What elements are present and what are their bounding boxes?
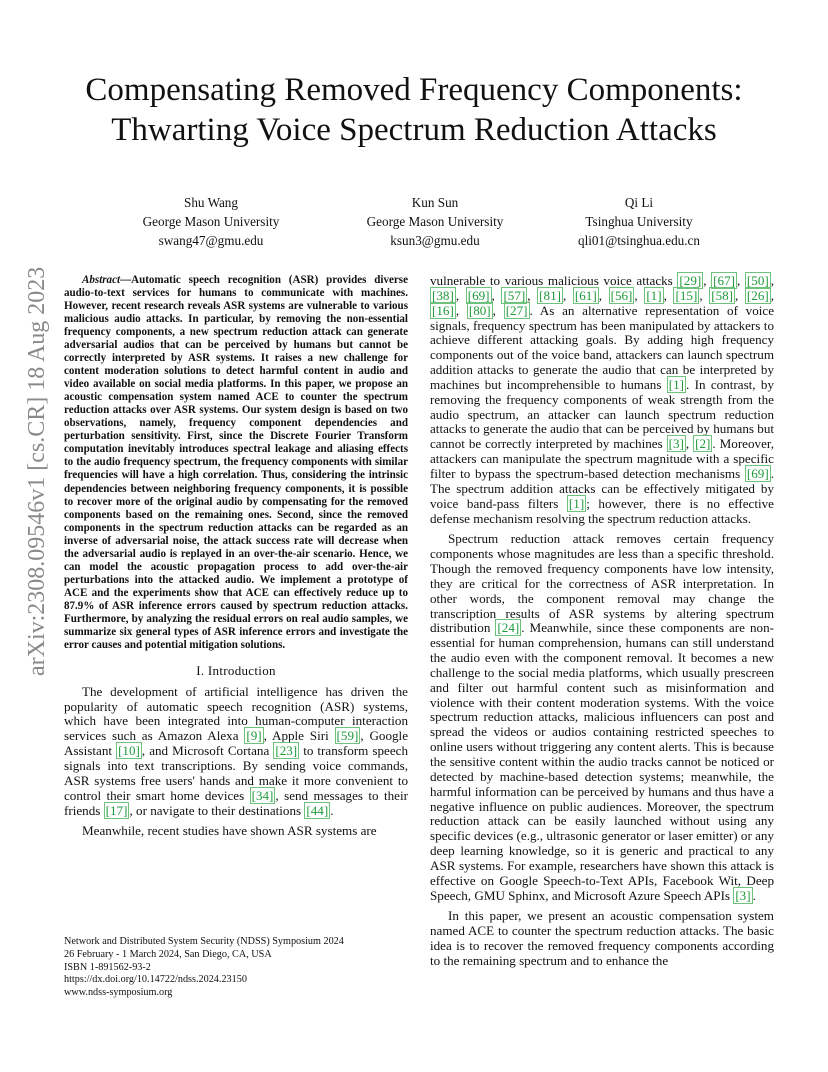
title-line-2: Thwarting Voice Spectrum Reduction Attacks [111,112,717,148]
title-line-1: Compensating Removed Frequency Components: [85,72,743,108]
citation-link[interactable]: [44] [306,802,329,818]
citation-link[interactable]: [38] [432,287,454,303]
author-email: swang47@gmu.edu [158,233,264,248]
citation-link[interactable]: [67] [713,273,735,288]
citation-link[interactable]: [27] [505,302,528,318]
intro-paragraph-1: The development of artificial intelligence has driven the popularity of automatic speech recognition (ASR) systems, which have been integrated into human-computer interaction services such as Amazon Alexa [9] , Apple Siri [59] , Google Assistant [10] , and Microsoft Cortana [23] to transform speech signals into text transcriptions. By sending voice commands, ASR systems free users' hands and make it more convenient to control their smart home devices [34] , send messages to their friends [17] , or navigate to their destinations [44] . [64,683,409,818]
citation-link[interactable]: [3] [735,887,751,903]
citation-link[interactable]: [15] [675,287,698,303]
citation-link[interactable]: [10] [118,743,140,759]
citation-link[interactable]: [56] [610,287,633,303]
citation-link[interactable]: [34] [251,787,274,803]
left-column [64,274,408,839]
citation-link[interactable]: [26] [746,287,769,303]
author-2 [325,193,545,250]
footnote-line: Network and Distributed System Security (NDSS) Symposium 2024 [64,936,344,947]
citation-link[interactable]: [81] [539,287,561,303]
citation-list: [29] , [67] , [50] , [38] , [69] , [57] , [81] , [61] , [56] , [1] , [15] , [58] , [26] , [16] , [80] , [27] [432,273,775,318]
author-affiliation: George Mason University [366,214,504,229]
citation-link[interactable]: [3] [668,436,684,452]
citation-link[interactable]: [2] [695,436,711,452]
abstract-label: Abstract [82,274,121,286]
citation-link[interactable]: [59] [336,728,359,744]
intro-paragraph-2: Meanwhile, recent studies have shown ASR systems are [82,823,377,839]
abstract [64,274,408,652]
citation-link[interactable]: [50] [746,273,769,288]
citation-link[interactable]: [57] [503,287,526,303]
citation-link[interactable]: [58] [711,287,734,303]
citation-link[interactable]: [1] [568,495,585,511]
author-email: ksun3@gmu.edu [390,233,480,248]
arxiv-stamp: arXiv:2308.09546v1 [cs.CR] 18 Aug 2023 [24,266,50,676]
author-affiliation: Tsinghua University [585,214,693,229]
footnote-line: 26 February - 1 March 2024, San Diego, CA, USA [64,948,272,960]
abstract-text: —Automatic speech recognition (ASR) provides diverse audio-to-text services for humans to communicate with machines. However, recent research reveals ASR systems are vulnerable to various malicious audio attacks. In particular, by removing the non-essential frequency components, a new spectrum reduction attack can generate adversarial audios that can be perceived by humans but cannot be correctly interpreted by ASR systems. It raises a new challenge for content moderation solutions to detect harmful content in audio and video available on social media platforms. In this paper, we propose an acoustic compensation system named ACE to counter the spectrum reduction attacks over ASR systems. Our system design is based on two observations, namely, frequency component dependencies and perturbation sensitivity. First, since the Discrete Fourier Transform computation inevitably introduces spectral leakage and aliasing effects to the audio frequency spectrum, the frequency components with similar frequencies will have a high correlation. Thus, considering the intrinsic dependencies between neighboring frequency components, it is possible to recover more of the original audio by compensating for the removed components based on the remaining ones. Second, since the removed components in the spectrum reduction attacks can be regarded as an inverse of adversarial noise, the attack success rate will decrease when the adversarial audio is replayed in an over-the-air scenario. Hence, we can model the acoustic propagation process to add over-the-air perturbations into the attacked audio. We implement a prototype of ACE and the experiments show that ACE can effectively reduce up to 87.9% of ASR inference errors caused by spectrum reduction attacks. Furthermore, by analyzing the residual errors on real audio samples, we summarize six general types of ASR inference errors and investigate the error causes and potential mitigation solutions. [64,274,408,651]
author-email: qli01@tsinghua.edu.cn [577,233,701,248]
citation-link[interactable]: [80] [468,302,491,318]
author-name: Qi Li [624,195,654,210]
right-paragraph-1: vulnerable to various malicious voice attacks [29] , [67] , [50] , [38] , [69] , [57] , [81] , [61] , [56] , [1] , [15] , [58] , [26] , [16] , [80] , [27] . As an alternative representation of voice signals, frequency spectrum has been manipulated by attackers to achieve different attacking goals. By adding high frequency components out of the voice band, attackers can launch spectrum addition attacks to generate the audio that can be interpreted by machines but incomprehensible to humans [1] . In contrast, by removing the frequency components of weak strength from the audio spectrum, an attacker can launch spectrum reduction attacks to generate the audio that can be perceived by humans but cannot be correctly interpreted by machines [3] , [2] . Moreover, attackers can manipulate the spectrum magnitude with a specific filter to bypass the spectrum-based detection mechanisms [69] . The spectrum addition attacks can be effectively mitigated by voice band-pass filters [1] ; however, there is no effective defense mechanism resolving the spectrum reduction attacks. [430,273,775,526]
author-affiliation: George Mason University [142,214,280,229]
right-column [430,274,774,969]
right-paragraph-2: Spectrum reduction attack removes certain frequency components whose magnitudes are less than a specific threshold. Though the removed frequency components have low intensity, they are critical for the correctness of ASR interpretation. In other words, the component removal may change the transcription results of ASR systems by altering spectrum distribution [24] . Meanwhile, since these components are non-essential for human comprehension, humans can still understand the audio even with the component removal. It becomes a new challenge to the social media platforms, which usually prescreen and filter out harmful content such as misinformation and violence with their content moderation systems. With the voice spectrum reduction attacks, malicious influencers can post and spread the videos or audios containing restricted speeches to online users without triggering any content alerts. This is because the sensitive content within the audio tracks cannot be noticed or detected by machine-based detection systems; meanwhile, the harmful information can be perceived by humans and thus have a negative influence on public audiences. Moreover, the spectrum reduction attack can be easily launched without using any specific devices (e.g., ultrasonic generator or laser emitter) or any deep learning knowledge, so it is generic and practical to any ASR systems. For example, researchers have shown this attack is effective on Google Speech-to-Text APIs, Facebook Wit, Deep Speech, GMU Sphinx, and Microsoft Azure Speech APIs [3] . [430,531,774,903]
citation-link[interactable]: [16] [432,302,454,318]
citation-link[interactable]: [1] [646,287,662,303]
author-1 [101,193,321,250]
citation-link[interactable]: [69] [467,287,490,303]
citation-link[interactable]: [24] [497,620,520,636]
author-name: Kun Sun [411,195,459,210]
citation-link[interactable]: [23] [275,743,298,759]
citation-link[interactable]: [29] [679,273,702,288]
citation-link[interactable]: [61] [574,287,597,303]
author-name: Shu Wang [183,195,238,210]
citation-link[interactable]: [1] [668,376,685,392]
citation-link[interactable]: [17] [105,802,128,818]
footnote-website-link[interactable]: www.ndss-symposium.org [64,987,173,999]
section-heading-introduction: I. Introduction [196,662,276,678]
right-paragraph-3: In this paper, we present an acoustic compensation system named ACE to counter the spectrum reduction attacks. The basic idea is to recover the removed frequency components according to the remaining spectrum and to enhance the [430,908,774,968]
citation-link[interactable]: [9] [246,728,262,744]
citation-link[interactable]: [69] [746,465,769,481]
paper-title [0,70,828,150]
footnote-line: ISBN 1-891562-93-2 [64,961,151,973]
footnote-doi-link[interactable]: https://dx.doi.org/10.14722/ndss.2024.23150 [64,974,247,986]
author-3 [529,193,749,250]
conference-footnote [64,936,404,1000]
